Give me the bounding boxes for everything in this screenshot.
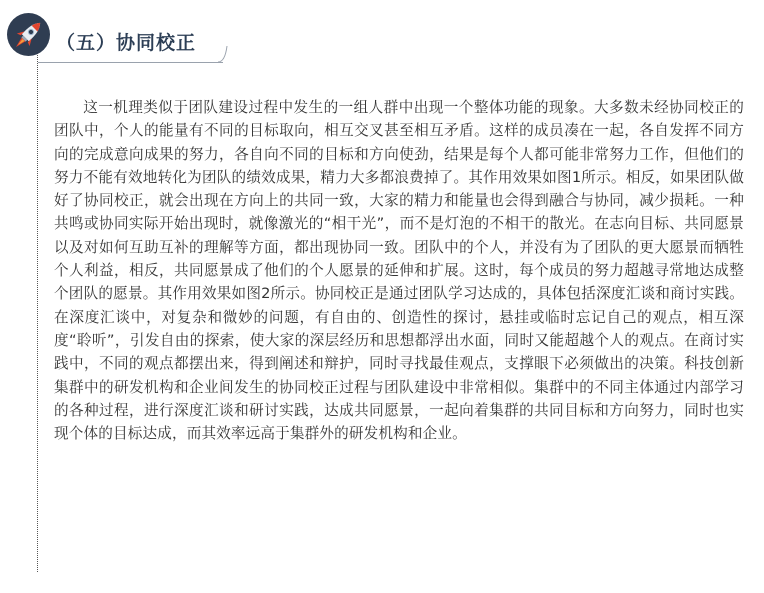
body-paragraph: 这一机理类似于团队建设过程中发生的一组人群中出现一个整体功能的现象。大多数未经协同校正的团队中，个人的能量有不同的目标取向，相互交叉甚至相互矛盾。这样的成员凑在一起，各自发挥不同方向的完成意向成果的努力，各自向不同的目标和方向使劲，结果是每个人都可能非常努力工作，但他们的努力不能有效地转化为团队的绩效成果，精力大多都浪费掉了。其作用效果如图1所示。相反，如果团队做好了协同校正，就会出现在方向上的共同一致，大家的精力和能量也会得到融合与协同，减少损耗。一种共鸣或协同实际开始出现时，就像激光的“相干光”，而不是灯泡的不相干的散光。在志向目标、共同愿景以及对如何互助互补的理解等方面，都出现协同一致。团队中的个人，并没有为了团队的更大愿景而牺牲个人利益，相反，共同愿景成了他们的个人愿景的延伸和扩展。这时，每个成员的努力超越寻常地达成整个团队的愿景。其作用效果如图2所示。协同校正是通过团队学习达成的，具体包括深度汇谈和商讨实践。在深度汇谈中，对复杂和微妙的问题，有自由的、创造性的探讨，悬挂或临时忘记自己的观点，相互深度“聆听”，引发自由的探索，使大家的深层经历和思想都浮出水面，同时又能超越个人的观点。在商讨实践中，不同的观点都摆出来，得到阐述和辩护，同时寻找最佳观点，支撑眼下必须做出的决策。科技创新集群中的研发机构和企业间发生的协同校正过程与团队建设中非常相似。集群中的不同主体通过内部学习的各种过程，进行深度汇谈和研讨实践，达成共同愿景，一起向着集群的共同目标和方向努力，同时也实现个体的目标达成，而其效率远高于集群外的研发机构和企业。 [54,99,744,443]
heading-underline [38,62,223,63]
heading-underline-curve [218,44,230,64]
rocket-icon [7,13,50,56]
section-heading: （五）协同校正 [56,32,197,54]
dotted-guide-line [37,44,38,572]
